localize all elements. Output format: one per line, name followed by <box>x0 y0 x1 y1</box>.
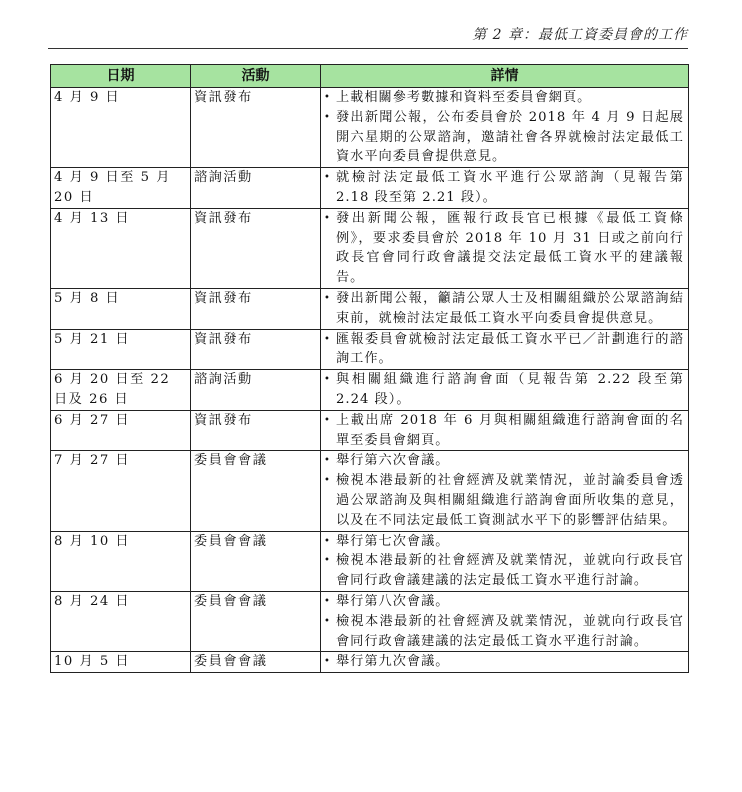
row-activity: 諮詢活動 <box>191 168 321 209</box>
row-activity: 資訊發布 <box>191 410 321 451</box>
details-text: 上載相關參考數據和資料至委員會網頁。 <box>336 90 592 105</box>
column-header-activity: 活動 <box>191 65 321 88</box>
details-list <box>324 330 684 370</box>
bullet-icon: • <box>324 212 331 224</box>
details-item <box>324 370 684 410</box>
row-details <box>321 370 689 411</box>
details-item <box>324 330 684 370</box>
column-header-date: 日期 <box>51 65 191 88</box>
table-header-row <box>51 65 689 88</box>
row-activity: 委員會會議 <box>191 531 321 591</box>
details-item <box>324 289 684 329</box>
details-list <box>324 88 684 167</box>
details-item <box>324 471 684 530</box>
bullet-icon: • <box>324 333 331 345</box>
details-text: 舉行第六次會議。 <box>336 453 450 469</box>
row-activity: 資訊發布 <box>191 329 321 370</box>
row-details <box>321 410 689 451</box>
chapter-title: 第 2 章：最低工資委員會的工作 <box>472 27 688 43</box>
row-details <box>321 451 689 531</box>
row-date: 10 月 5 日 <box>51 652 191 673</box>
table-row <box>51 208 689 288</box>
details-text: 與相關組織進行諮詢會面（見報告第 2.22 段至第 2.24 段）。 <box>336 372 684 407</box>
row-details <box>321 288 689 329</box>
row-activity: 資訊發布 <box>191 88 321 168</box>
activity-table <box>50 64 689 673</box>
details-item <box>324 451 684 471</box>
table-row <box>51 288 689 329</box>
details-text: 舉行第七次會議。 <box>336 533 450 549</box>
bullet-icon: • <box>324 172 331 184</box>
bullet-icon: • <box>324 292 331 304</box>
details-list <box>324 652 684 672</box>
details-item <box>324 652 684 672</box>
details-item <box>324 592 684 612</box>
details-text: 檢視本港最新的社會經濟及就業情況，並討論委員會透過公眾諮詢及與相關組織進行諮詢會面所收集的意見，以及在不同法定最低工資測試水平下的影響評估結果。 <box>336 473 684 528</box>
row-activity: 委員會會議 <box>191 652 321 673</box>
row-activity: 委員會會議 <box>191 591 321 651</box>
details-item <box>324 209 684 288</box>
details-list <box>324 168 684 208</box>
bullet-icon: • <box>324 535 331 547</box>
details-list <box>324 370 684 410</box>
details-text: 發出新聞公報，籲請公眾人士及相關組織於公眾諮詢結束前，就檢討法定最低工資水平向委員會提供意見。 <box>336 290 684 326</box>
row-details <box>321 329 689 370</box>
row-details <box>321 531 689 591</box>
details-text: 檢視本港最新的社會經濟及就業情況，並就向行政長官會同行政會議建議的法定最低工資水平進行討論。 <box>336 613 684 649</box>
row-date: 6 月 27 日 <box>51 410 191 451</box>
table-row <box>51 410 689 451</box>
bullet-icon: • <box>324 595 331 607</box>
details-list <box>324 451 684 530</box>
row-date: 8 月 10 日 <box>51 531 191 591</box>
running-header <box>48 22 688 49</box>
details-list <box>324 592 684 651</box>
row-date: 4 月 9 日至 5 月 20 日 <box>51 168 191 209</box>
details-list <box>324 289 684 329</box>
row-date: 5 月 8 日 <box>51 288 191 329</box>
row-date: 4 月 9 日 <box>51 88 191 168</box>
bullet-icon: • <box>324 615 331 627</box>
bullet-icon: • <box>324 92 331 103</box>
details-item <box>324 532 684 552</box>
details-text: 發出新聞公報，匯報行政長官已根據《最低工資條例》，要求委員會於 2018 年 10 月 31 日或之前向行政長官會同行政會議提交法定最低工資水平的建議報告。 <box>336 210 684 286</box>
details-list <box>324 532 684 591</box>
details-item <box>324 88 684 108</box>
bullet-icon: • <box>324 111 331 123</box>
details-text: 舉行第九次會議。 <box>336 654 450 670</box>
bullet-icon: • <box>324 414 331 426</box>
column-header-details: 詳情 <box>321 65 689 88</box>
row-date: 4 月 13 日 <box>51 208 191 288</box>
row-date: 8 月 24 日 <box>51 591 191 651</box>
row-date: 5 月 21 日 <box>51 329 191 370</box>
row-details <box>321 208 689 288</box>
details-text: 發出新聞公報，公布委員會於 2018 年 4 月 9 日起展開六星期的公眾諮詢，邀請社會各界就檢討法定最低工資水平向委員會提供意見。 <box>336 109 684 165</box>
details-item <box>324 108 684 167</box>
details-item <box>324 411 684 451</box>
row-details <box>321 168 689 209</box>
table-row <box>51 168 689 209</box>
bullet-icon: • <box>324 455 331 467</box>
details-text: 舉行第八次會議。 <box>336 593 450 609</box>
details-text: 檢視本港最新的社會經濟及就業情況，並就向行政長官會同行政會議建議的法定最低工資水平進行討論。 <box>336 553 684 589</box>
bullet-icon: • <box>324 555 331 567</box>
row-date: 7 月 27 日 <box>51 451 191 531</box>
row-activity: 資訊發布 <box>191 288 321 329</box>
row-activity: 委員會會議 <box>191 451 321 531</box>
table-row <box>51 370 689 411</box>
bullet-icon: • <box>324 656 331 668</box>
table-row <box>51 88 689 168</box>
row-activity: 諮詢活動 <box>191 370 321 411</box>
row-details <box>321 88 689 168</box>
row-details <box>321 652 689 673</box>
table-row <box>51 591 689 651</box>
details-item <box>324 612 684 652</box>
bullet-icon: • <box>324 374 331 386</box>
details-text: 上載出席 2018 年 6 月與相關組織進行諮詢會面的名單至委員會網頁。 <box>336 412 684 448</box>
table-row <box>51 531 689 591</box>
bullet-icon: • <box>324 475 331 487</box>
details-item <box>324 551 684 591</box>
details-text: 匯報委員會就檢討法定最低工資水平已／計劃進行的諮詢工作。 <box>336 331 684 367</box>
row-details <box>321 591 689 651</box>
row-date: 6 月 20 日至 22 日及 26 日 <box>51 370 191 411</box>
details-text: 就檢討法定最低工資水平進行公眾諮詢（見報告第 2.18 段至第 2.21 段）。 <box>336 170 684 205</box>
table-row <box>51 652 689 673</box>
details-item <box>324 168 684 208</box>
table-row <box>51 451 689 531</box>
table-row <box>51 329 689 370</box>
details-list <box>324 411 684 451</box>
details-list <box>324 209 684 288</box>
row-activity: 資訊發布 <box>191 208 321 288</box>
